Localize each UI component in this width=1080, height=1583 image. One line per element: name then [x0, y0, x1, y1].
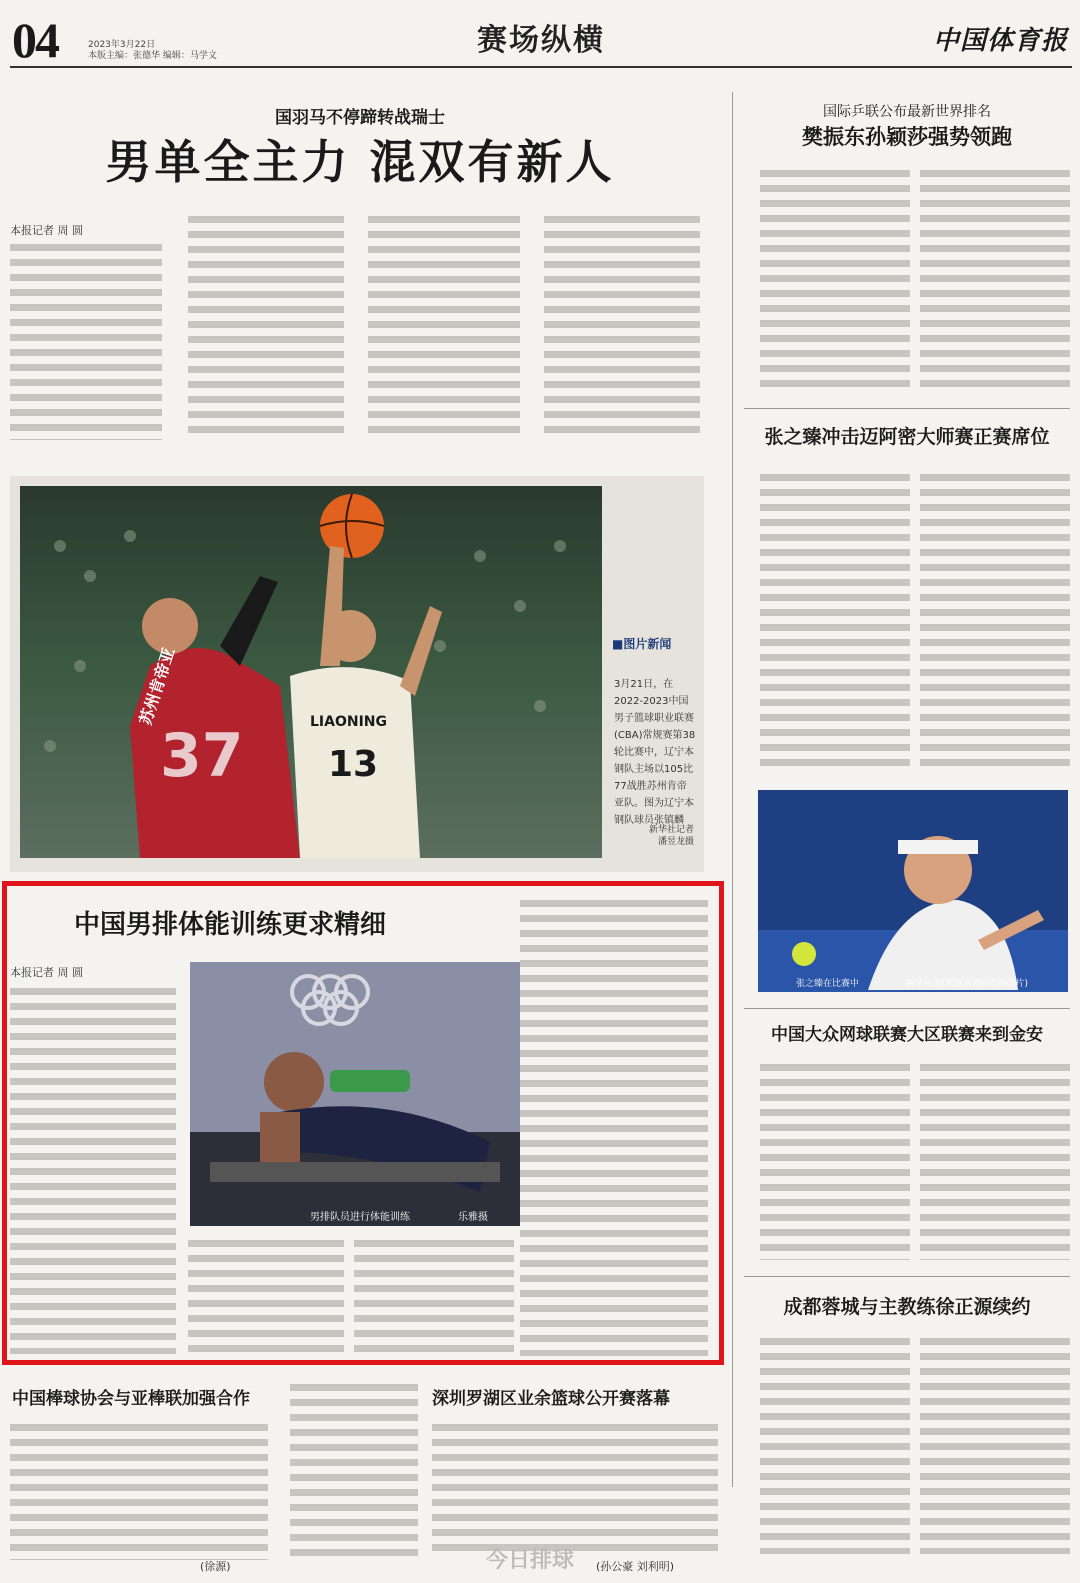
- lead-text-col-1: [10, 240, 162, 440]
- baseball-text: [10, 1420, 268, 1560]
- left-jersey-team: 苏州肯帝亚: [135, 645, 179, 728]
- pingpong-text-col-1: [760, 166, 910, 392]
- basketball-caption: 3月21日，在2022-2023中国男子篮球职业联赛(CBA)常规赛第38轮比赛中，辽宁本钢队主场以105比77战胜苏州肯帝亚队。图为辽宁本钢队球员张镇麟: [614, 679, 696, 826]
- pingpong-headline: 樊振东孙颖莎强势领跑: [802, 124, 1012, 149]
- volleyball-text-col-1: [10, 984, 176, 1354]
- basketball-photo: [20, 486, 602, 858]
- page-number: 04: [12, 12, 58, 68]
- volleyball-photo-caption: 男排队员进行体能训练: [310, 1212, 410, 1223]
- shenzhen-signature: (孙公豪 刘利明): [596, 1560, 675, 1573]
- tennis-photo-art: [758, 790, 1068, 992]
- section-title: 赛场纵横: [477, 23, 605, 58]
- shenzhen-text-col-1: [290, 1380, 418, 1556]
- column-divider: [732, 92, 733, 1487]
- volleyball-byline: 本报记者 周 圆: [10, 966, 83, 979]
- lead-headline: 男单全主力 混双有新人: [105, 135, 615, 189]
- right-jersey-number: 13: [328, 744, 379, 785]
- basketball-credit-agency: 新华社记者: [648, 825, 694, 835]
- date-line: 2023年3月22日: [88, 40, 156, 50]
- amateur-tennis-text-col-1: [760, 1060, 910, 1260]
- volleyball-photo-credit: 乐雅摄: [458, 1212, 488, 1223]
- photo-news-block: [10, 476, 704, 872]
- tennis-text-col-2: [920, 470, 1070, 770]
- volleyball-text-col-4: [520, 896, 708, 1356]
- tennis-text-col-1: [760, 470, 910, 770]
- page-header: [10, 14, 1072, 68]
- shenzhen-text-col-2: [432, 1420, 718, 1556]
- watermark: 今日排球: [486, 1548, 575, 1573]
- amateur-tennis-headline: 中国大众网球联赛大区联赛来到金安: [771, 1025, 1043, 1045]
- volleyball-text-col-2: [188, 1236, 344, 1356]
- volleyball-text-col-3: [354, 1236, 514, 1356]
- left-jersey-number: 37: [160, 721, 244, 791]
- amateur-tennis-text-col-2: [920, 1060, 1070, 1260]
- lead-byline: 本报记者 周 圆: [10, 224, 83, 237]
- tennis-photo-caption: 张之臻在比赛中: [796, 979, 860, 989]
- volleyball-photo: [190, 962, 520, 1226]
- editor-line: 本版主编：张德华 编辑：马学文: [88, 51, 217, 61]
- chengdu-headline: 成都蓉城与主教练徐正源续约: [783, 1296, 1031, 1318]
- chengdu-text-col-2: [920, 1334, 1070, 1554]
- photo-news-label: ■图片新闻: [612, 637, 672, 651]
- chengdu-text-col-1: [760, 1334, 910, 1554]
- rule-1: [744, 408, 1070, 409]
- volleyball-photo-art: [190, 962, 520, 1226]
- pingpong-kicker: 国际乒联公布最新世界排名: [823, 104, 991, 120]
- tennis-photo: [758, 790, 1068, 992]
- rule-2: [744, 1008, 1070, 1009]
- masthead: 中国体育报: [932, 26, 1068, 56]
- shenzhen-headline: 深圳罗湖区业余篮球公开赛落幕: [432, 1389, 670, 1409]
- rule-3: [744, 1276, 1070, 1277]
- lead-kicker: 国羽马不停蹄转战瑞士: [275, 108, 445, 128]
- lead-text-col-3: [368, 212, 520, 440]
- lead-text-col-4: [544, 212, 700, 440]
- pingpong-text-col-2: [920, 166, 1070, 392]
- baseball-headline: 中国棒球协会与亚棒联加强合作: [12, 1389, 250, 1409]
- baseball-signature: (徐源): [200, 1560, 231, 1573]
- tennis-photo-credit: 新华社发(胡遂辰摄)(资料图片): [906, 979, 1029, 989]
- tennis-headline: 张之臻冲击迈阿密大师赛正赛席位: [764, 426, 1050, 448]
- right-jersey-team: LIAONING: [310, 714, 387, 730]
- volleyball-headline: 中国男排体能训练更求精细: [74, 910, 387, 940]
- basketball-credit: [632, 824, 694, 848]
- lead-text-col-2: [188, 212, 344, 440]
- basketball-credit-name: 潘昱龙摄: [657, 837, 694, 847]
